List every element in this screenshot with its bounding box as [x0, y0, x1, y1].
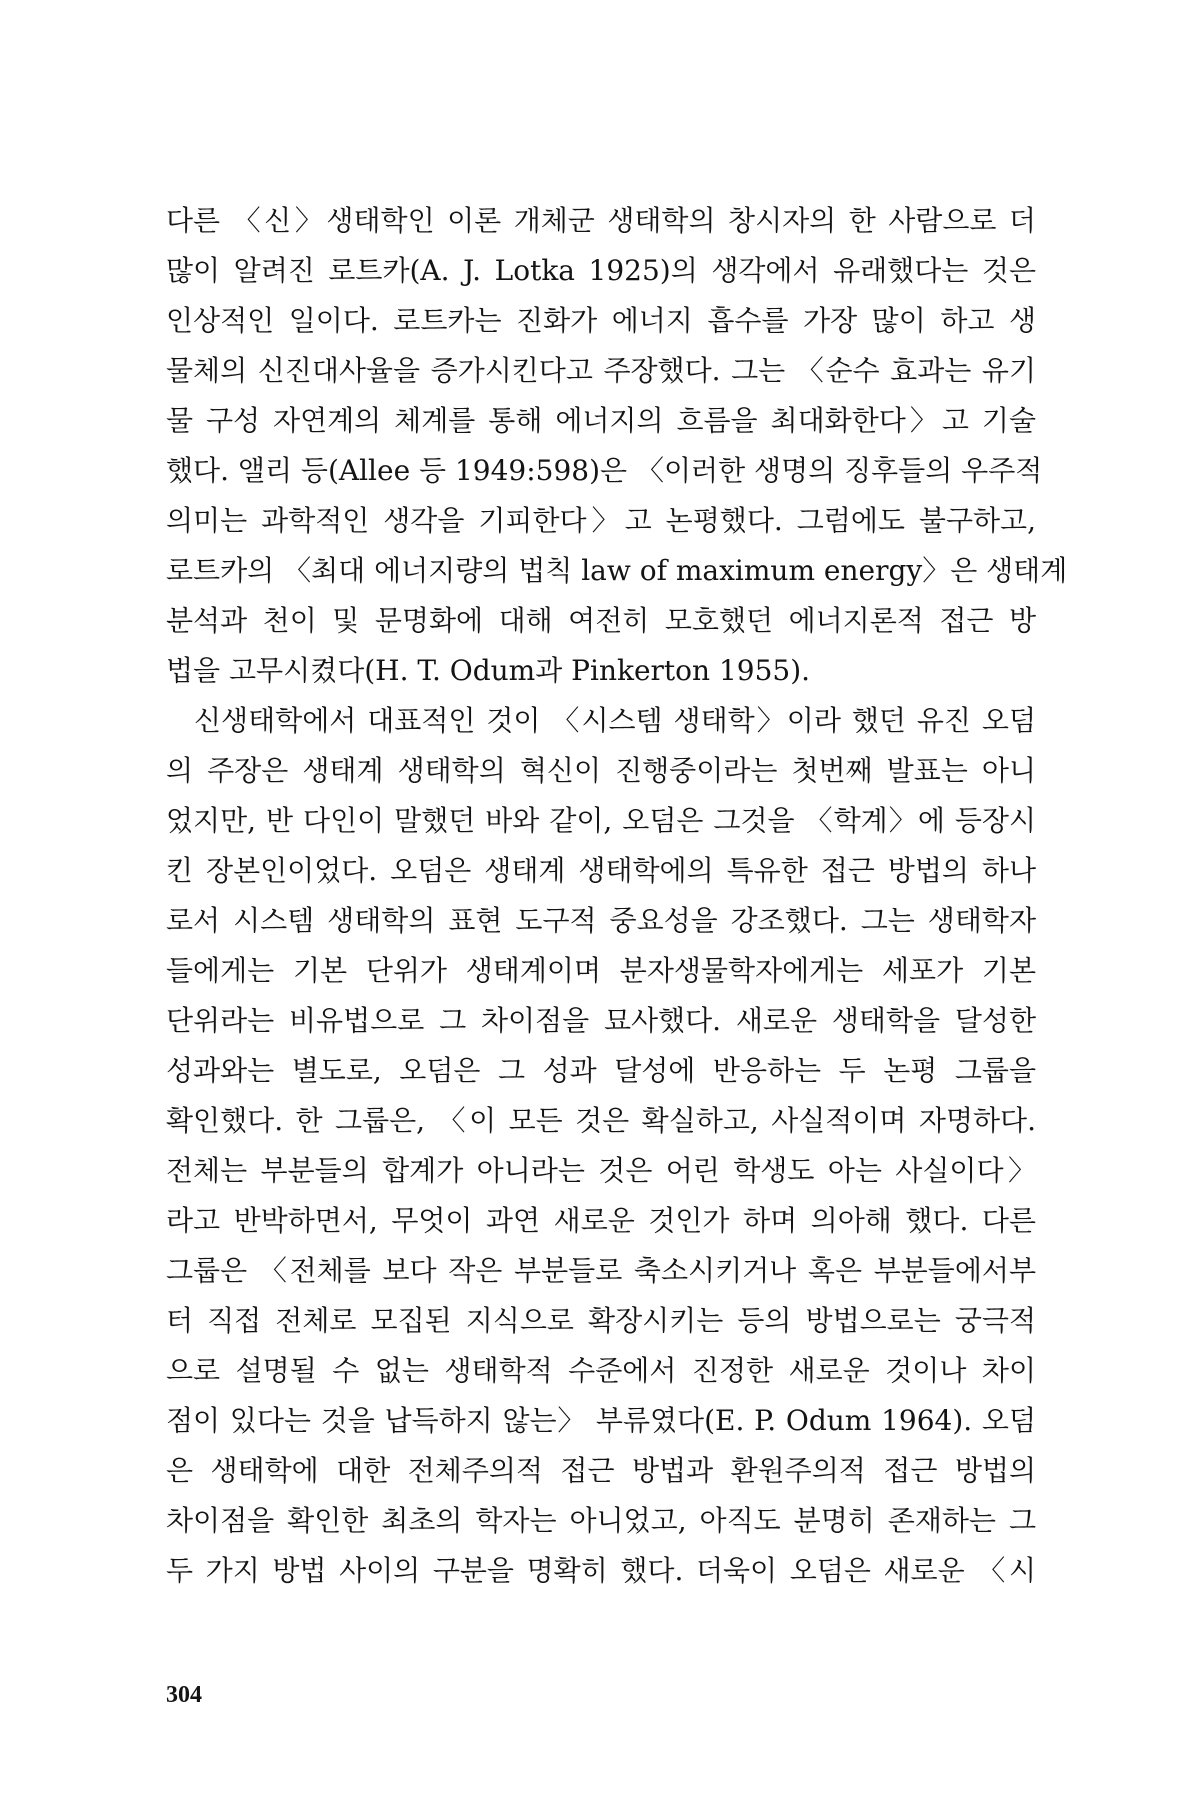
text-line-28: 두 가지 방법 사이의 구분을 명확히 했다. 더욱이 오덤은 새로운 〈시 [166, 1554, 1036, 1587]
text-line-19: 확인했다. 한 그룹은, 〈이 모든 것은 확실하고, 사실적이며 자명하다. [166, 1104, 1036, 1137]
text-line-7: 의미는 과학적인 생각을 기피한다〉고 논평했다. 그럼에도 불구하고, [166, 504, 1036, 537]
text-line-1: 다른 〈신〉생태학인 이론 개체군 생태학의 창시자의 한 사람으로 더 [166, 204, 1036, 237]
text-line-23: 터 직접 전체로 모집된 지식으로 확장시키는 등의 방법으로는 궁극적 [166, 1304, 1036, 1337]
text-line-18: 성과와는 별도로, 오덤은 그 성과 달성에 반응하는 두 논평 그룹을 [166, 1054, 1036, 1087]
text-line-8: 로트카의 〈최대 에너지량의 법칙 law of maximum energy〉은 생태계 [166, 554, 1068, 587]
page-number: 304 [166, 1682, 202, 1708]
text-line-5: 물 구성 자연계의 체계를 통해 에너지의 흐름을 최대화한다〉고 기술 [166, 404, 1036, 437]
text-line-22: 그룹은 〈전체를 보다 작은 부분들로 축소시키거나 혹은 부분들에서부 [166, 1254, 1036, 1287]
text-line-20: 전체는 부분들의 합계가 아니라는 것은 어린 학생도 아는 사실이다〉 [166, 1154, 1036, 1187]
text-line-21: 라고 반박하면서, 무엇이 과연 새로운 것인가 하며 의아해 했다. 다른 [166, 1204, 1036, 1237]
text-line-2: 많이 알려진 로트카(A. J. Lotka 1925)의 생각에서 유래했다는 것은 [166, 254, 1036, 287]
text-line-12: 의 주장은 생태계 생태학의 혁신이 진행중이라는 첫번째 발표는 아니 [166, 754, 1036, 787]
text-line-14: 킨 장본인이었다. 오덤은 생태계 생태학에의 특유한 접근 방법의 하나 [166, 854, 1036, 887]
text-line-6: 했다. 앨리 등(Allee 등 1949:598)은 〈이러한 생명의 징후들의 우주적 [166, 454, 1043, 487]
text-line-24: 으로 설명될 수 없는 생태학적 수준에서 진정한 새로운 것이나 차이 [166, 1354, 1036, 1387]
text-line-10: 법을 고무시켰다(H. T. Odum과 Pinkerton 1955). [166, 654, 811, 687]
text-line-17: 단위라는 비유법으로 그 차이점을 묘사했다. 새로운 생태학을 달성한 [166, 1004, 1036, 1037]
text-line-11: 신생태학에서 대표적인 것이 〈시스템 생태학〉이라 했던 유진 오덤 [194, 704, 1036, 737]
text-line-3: 인상적인 일이다. 로트카는 진화가 에너지 흡수를 가장 많이 하고 생 [166, 304, 1036, 337]
text-line-13: 었지만, 반 다인이 말했던 바와 같이, 오덤은 그것을 〈학계〉에 등장시 [166, 804, 1036, 837]
text-line-16: 들에게는 기본 단위가 생태계이며 분자생물학자에게는 세포가 기본 [166, 954, 1036, 987]
body-text [166, 196, 1068, 1596]
text-line-25: 점이 있다는 것을 납득하지 않는〉 부류였다(E. P. Odum 1964). 오덤 [166, 1404, 1036, 1437]
text-line-26: 은 생태학에 대한 전체주의적 접근 방법과 환원주의적 접근 방법의 [166, 1454, 1036, 1487]
text-line-15: 로서 시스템 생태학의 표현 도구적 중요성을 강조했다. 그는 생태학자 [166, 904, 1036, 937]
text-line-27: 차이점을 확인한 최초의 학자는 아니었고, 아직도 분명히 존재하는 그 [166, 1504, 1036, 1537]
text-line-4: 물체의 신진대사율을 증가시킨다고 주장했다. 그는 〈순수 효과는 유기 [166, 354, 1036, 387]
text-line-9: 분석과 천이 및 문명화에 대해 여전히 모호했던 에너지론적 접근 방 [166, 604, 1036, 637]
